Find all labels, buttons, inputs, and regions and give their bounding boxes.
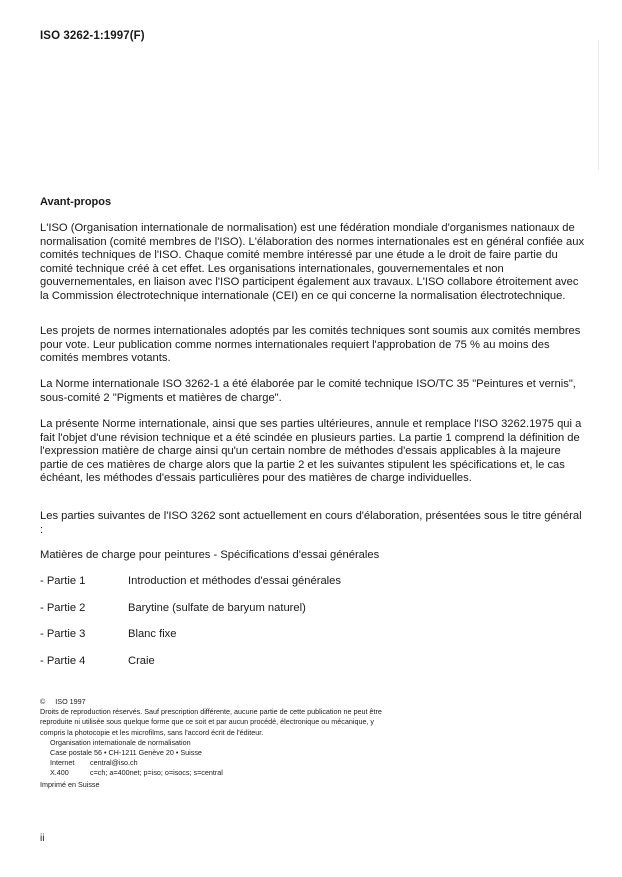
paragraph-intro: L'ISO (Organisation internationale de normalisation) est une fédération mondiale d'organismes nationaux de normalisation (comité membres de l'ISO). L'élaboration des normes internationales est en général confiée aux comités techniques de l'ISO. Chaque comité membre intéressé par une étude a le droit de faire partie du comité technique créé à cet effet. Les organisations internationales, gouvernementales et non gouvernementales, en liaison avec l'ISO participent également aux travaux. L'ISO collabore étroitement avec la Commission électrotechnique internationale (CEI) en ce qui concerne la normalisation électrotechnique. <box>40 222 585 302</box>
page-number: ii <box>40 833 45 844</box>
part-number: - Partie 4 <box>40 654 86 667</box>
internet-value: central@iso.ch <box>90 758 138 768</box>
scan-edge-line <box>598 40 599 170</box>
part-number: - Partie 2 <box>40 601 86 614</box>
x400-label: X.400 <box>50 768 69 778</box>
organization-name: Organisation internationale de normalisation <box>50 737 191 747</box>
x400-value: c=ch; a=400net; p=iso; o=isocs; s=central <box>90 768 223 778</box>
part-title: Blanc fixe <box>128 628 177 640</box>
copyright-rights: Droits de reproduction réservés. Sauf prescription différente, aucune partie de cette publication ne peut être reproduite ni utilisée sous quelque forme que ce soit et par aucun procédé, électronique ou mécanique, y compris la photocopie et les microfilms, sans l'accord écrit de l'éditeur. <box>40 707 382 737</box>
paragraph-voting: Les projets de normes internationales adoptés par les comités techniques sont soumis aux comités membres pour vote. Leur publication comme normes internationales requiert l'approbation de 75 % au moins des comités membres votants. <box>40 325 581 365</box>
paragraph-revision: La présente Norme internationale, ainsi que ses parties ultérieures, annule et remplace l'ISO 3262.1975 qui a fait l'objet d'une révision technique et a été scindée en plusieurs parties. La partie 1 comprend la définition de l'expression matière de charge ainsi qu'un certain nombre de méthodes d'essais applicables à la majeure partie de ces matières de charge alors que la partie 2 et les suivantes stipulent les spécifications et, le cas échéant, les méthodes d'essais particulières pour des matières de charge individuelles. <box>40 418 582 485</box>
internet-row <box>50 758 400 768</box>
printed-in: Imprimé en Suisse <box>40 779 100 789</box>
document-id-header: ISO 3262-1:1997(F) <box>40 30 145 42</box>
part-title: Craie <box>128 654 155 667</box>
internet-label: Internet <box>50 758 75 768</box>
x400-row <box>50 768 400 778</box>
section-title: Avant-propos <box>40 196 112 208</box>
copyright-line <box>40 697 400 707</box>
part-number: - Partie 1 <box>40 575 86 587</box>
copyright-symbol: © <box>40 697 46 706</box>
paragraph-committee: La Norme internationale ISO 3262-1 a été élaborée par le comité technique ISO/TC 35 "Peintures et vernis", sous-comité 2 "Pigments et matières de charge". <box>40 378 576 404</box>
copyright-year: ISO 1997 <box>55 697 86 706</box>
paragraph-parts-intro: Les parties suivantes de l'ISO 3262 sont actuellement en cours d'élaboration, présentées sous le titre général : <box>40 510 582 536</box>
part-title: Barytine (sulfate de baryum naturel) <box>128 601 306 614</box>
series-title: Matières de charge pour peintures - Spécifications d'essai générales <box>40 549 380 561</box>
copyright-block <box>40 697 400 790</box>
part-title: Introduction et méthodes d'essai générales <box>128 575 341 587</box>
organization-info <box>50 738 400 779</box>
organization-address: Case postale 56 • CH-1211 Genève 20 • Suisse <box>50 748 202 758</box>
part-number: - Partie 3 <box>40 628 86 640</box>
